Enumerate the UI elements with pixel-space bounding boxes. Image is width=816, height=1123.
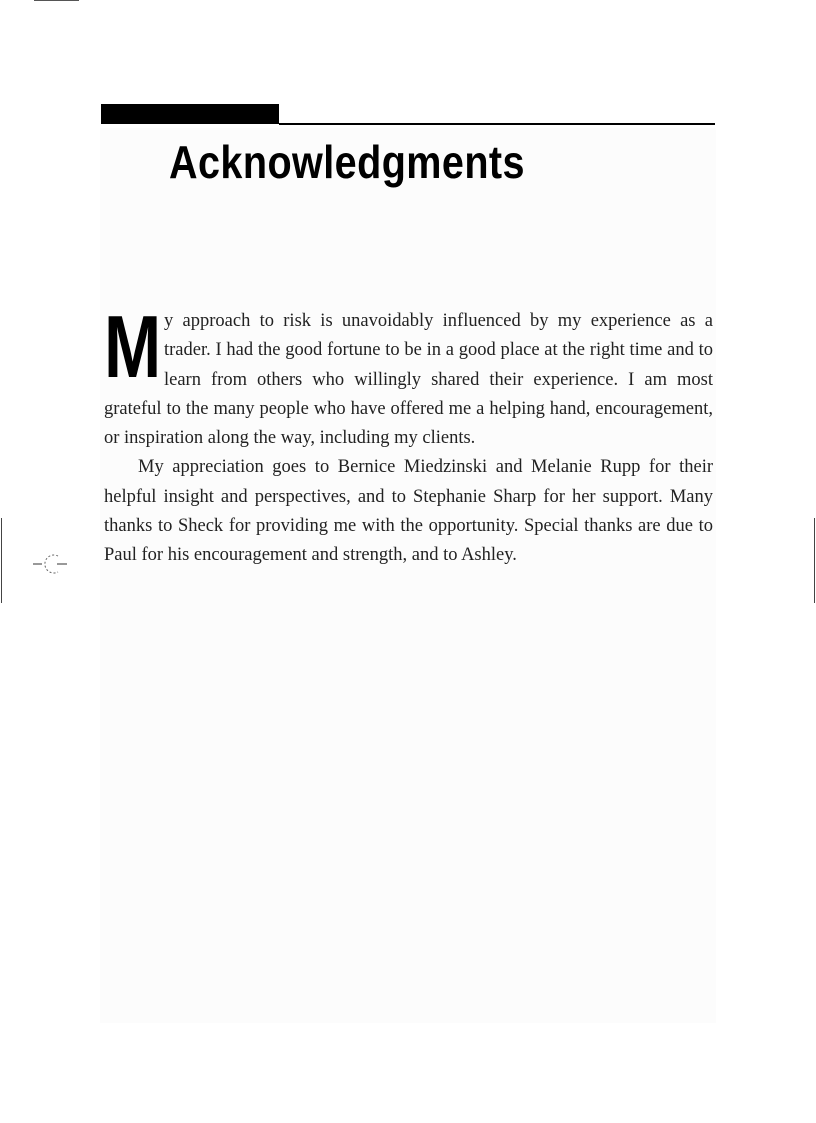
registration-mark-icon <box>33 549 67 579</box>
drop-cap: M <box>104 297 162 396</box>
chapter-title-rule <box>279 123 715 125</box>
right-crop-mark <box>814 518 815 603</box>
body-text <box>104 297 713 571</box>
paragraph-1-text: y approach to risk is unavoidably influenced by my experience as a trader. I had the good fortune to be in a good place at the right time and to learn from others who willingly shared their experience. I am most grateful to the many people who have offered me a helping hand, encouragement, or inspiration along the way, including my clients. <box>104 311 713 449</box>
paragraph-2: My appreciation goes to Bernice Miedzinski and Melanie Rupp for their helpful insight and perspectives, and to Stephanie Sharp for her support. Many thanks to Sheck for providing me with the opportunity. Special thanks are due to Paul for his encouragement and strength, and to Ashley. <box>104 457 713 566</box>
paragraph-1 <box>104 297 713 453</box>
left-crop-mark <box>1 518 2 603</box>
chapter-title-bar <box>101 104 279 124</box>
chapter-title: Acknowledgments <box>169 136 525 188</box>
corner-crop-line <box>34 0 79 1</box>
page-text-area <box>100 128 716 1023</box>
